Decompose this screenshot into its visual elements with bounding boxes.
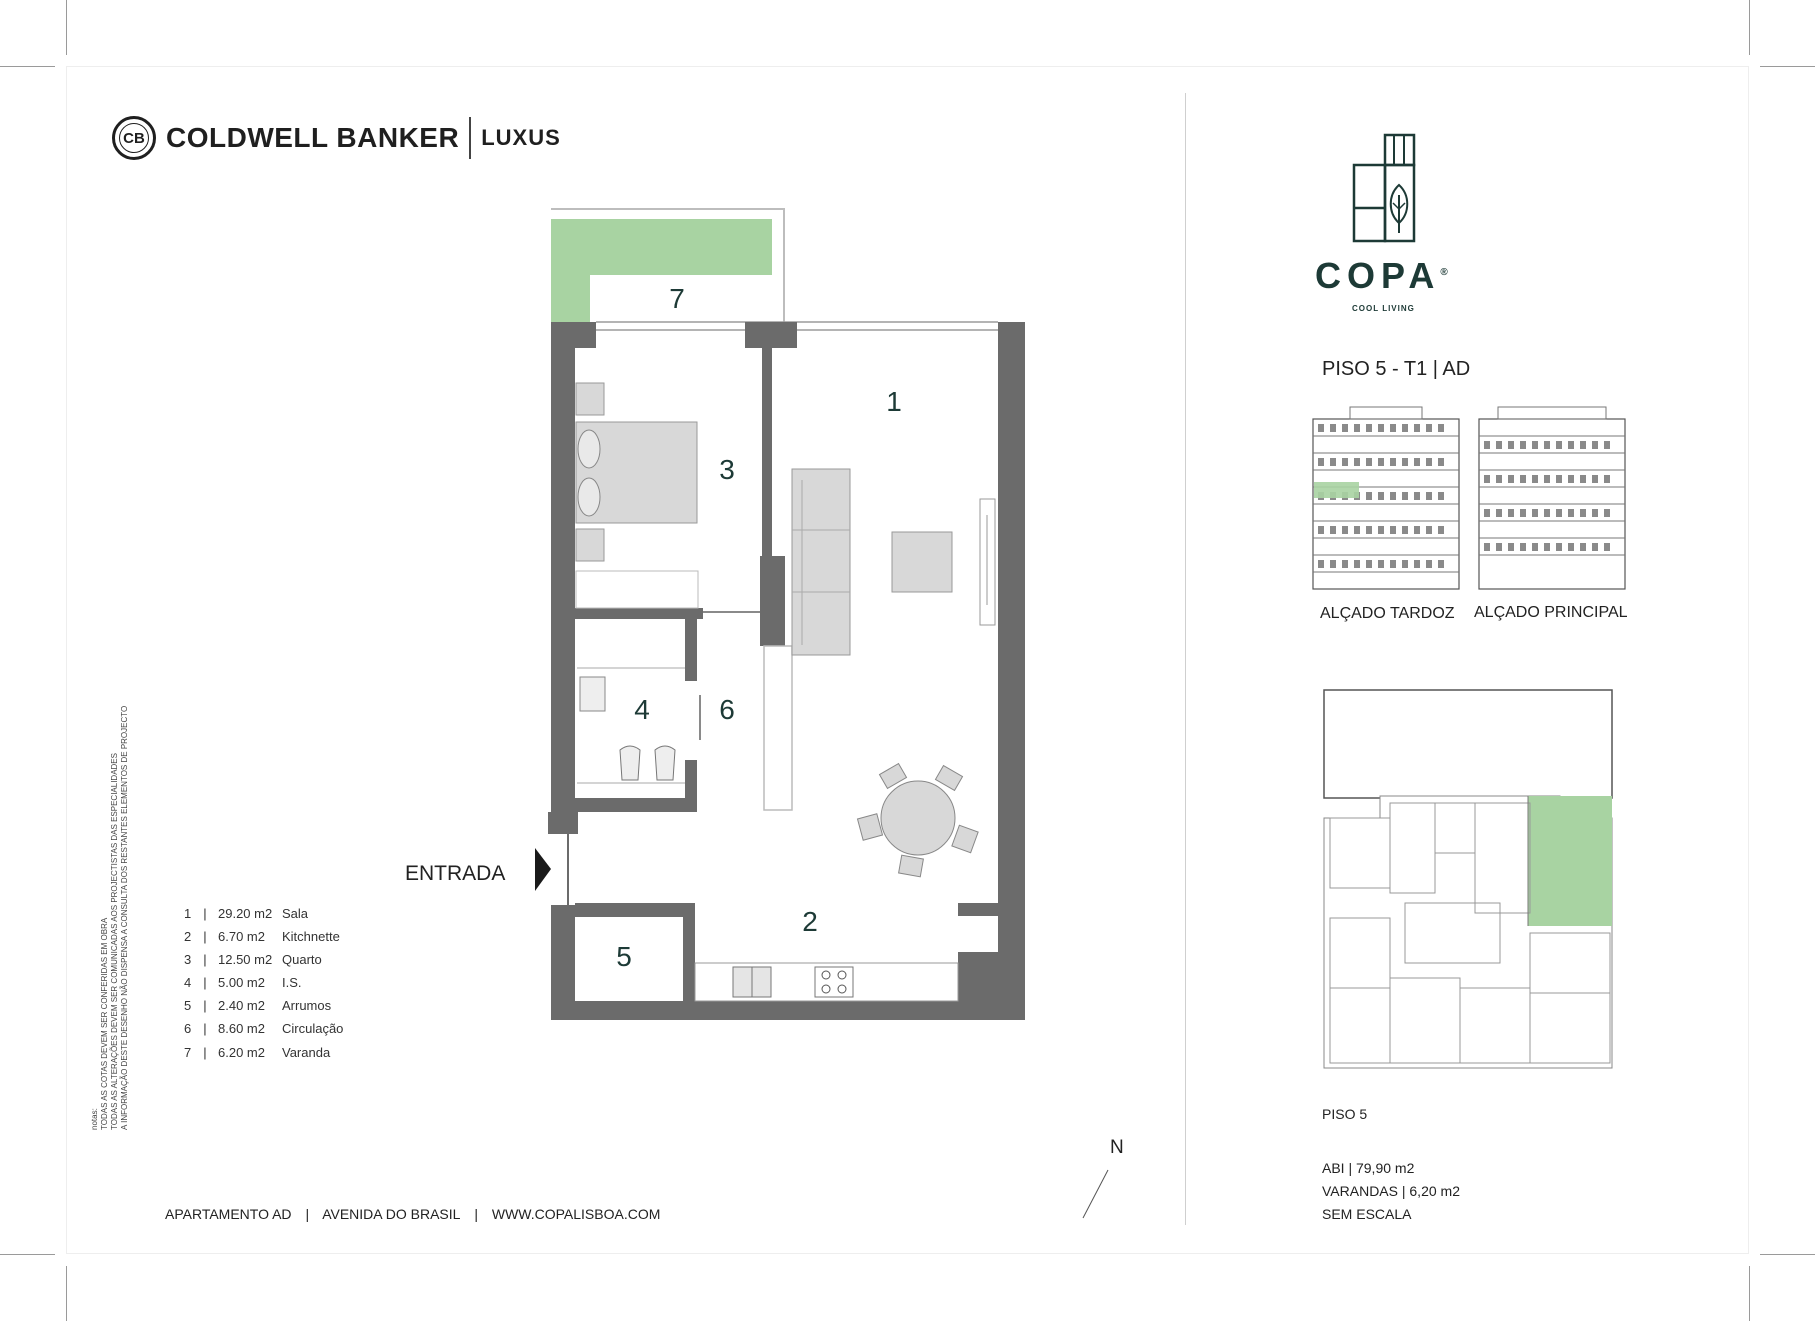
- notes-line: TODAS AS ALTERAÇÕES DEVEM SER COMUNICADAS AOS PROJECTISTAS DAS ESPECIALIDADES: [110, 753, 119, 1130]
- wall: [575, 608, 703, 619]
- brand-seal: CB: [112, 116, 156, 160]
- wall: [683, 903, 695, 1001]
- chair: [857, 814, 882, 840]
- legend-number: 1: [184, 906, 192, 921]
- footer-separator: |: [305, 1206, 310, 1222]
- partition: [764, 646, 792, 810]
- footer-website: WWW.COPALISBOA.COM: [491, 1206, 661, 1222]
- sofa: [792, 469, 850, 655]
- room-number-5: 5: [616, 941, 632, 972]
- copa-word: COPA: [1315, 255, 1441, 296]
- crop-mark: [1760, 1254, 1815, 1255]
- dining-table: [881, 781, 955, 855]
- legend-row: 5 | 2.40 m2 Arrumos: [184, 998, 332, 1013]
- legend-area: 12.50 m2: [218, 952, 273, 967]
- legend-row: 4 | 5.00 m2 I.S.: [184, 975, 302, 990]
- legend-number: 7: [184, 1045, 192, 1060]
- legend-number: 5: [184, 998, 192, 1013]
- legend-area: 6.70 m2: [218, 929, 265, 944]
- nightstand: [576, 529, 604, 561]
- bidet: [655, 746, 675, 780]
- wardrobe: [576, 571, 698, 608]
- legend-name: Arrumos: [282, 998, 332, 1013]
- crop-mark: [1760, 66, 1815, 67]
- pillow: [578, 478, 600, 516]
- wall: [575, 903, 695, 917]
- wall: [958, 952, 1000, 1007]
- north-label: N: [1110, 1137, 1124, 1158]
- legend-number: 4: [184, 975, 192, 990]
- footer-street: AVENIDA DO BRASIL: [322, 1206, 461, 1222]
- wall: [745, 322, 797, 348]
- legend-area: 5.00 m2: [218, 975, 265, 990]
- wall: [958, 903, 1000, 916]
- crop-mark: [1749, 1266, 1750, 1321]
- front-elevation-drawing: [1478, 405, 1630, 591]
- legend-row: 1 | 29.20 m2 Sala: [184, 906, 309, 921]
- legend-area: 6.20 m2: [218, 1045, 265, 1060]
- floor-key-plan: [1320, 688, 1615, 1084]
- cooktop: [815, 967, 853, 997]
- rear-elevation-drawing: [1312, 405, 1464, 591]
- chair: [952, 825, 978, 853]
- legend-row: 7 | 6.20 m2 Varanda: [184, 1045, 331, 1060]
- wall: [762, 348, 772, 556]
- legend-number: 3: [184, 952, 192, 967]
- varandas-area: VARANDAS | 6,20 m2: [1322, 1183, 1460, 1199]
- legend-name: Varanda: [282, 1045, 331, 1060]
- washbasin: [580, 677, 605, 711]
- room-number-2: 2: [802, 906, 818, 937]
- abi-area: ABI | 79,90 m2: [1322, 1160, 1415, 1176]
- room-number-4: 4: [634, 694, 650, 725]
- wall: [551, 1001, 1025, 1020]
- wall: [548, 812, 578, 834]
- footer-apartment: APARTAMENTO AD: [165, 1206, 292, 1222]
- toilet: [620, 746, 640, 780]
- legend-row: 3 | 12.50 m2 Quarto: [184, 952, 322, 967]
- brand-name: COLDWELL BANKER: [166, 122, 460, 153]
- wall: [575, 798, 697, 812]
- notes-line: TODAS AS COTAS DEVEM SER CONFERIDAS EM OBRA: [100, 917, 109, 1130]
- legend-row: 6 | 8.60 m2 Circulação: [184, 1021, 344, 1036]
- legend-area: 29.20 m2: [218, 906, 273, 921]
- notes-line: A INFORMAÇÃO DESTE DESENHO NÃO DISPENSA A CONSULTA DOS RESTANTES ELEMENTOS DE PROJECTO: [120, 705, 129, 1130]
- legend-area: 2.40 m2: [218, 998, 265, 1013]
- legend-row: 2 | 6.70 m2 Kitchnette: [184, 929, 340, 944]
- legend-number: 2: [184, 929, 192, 944]
- copa-logo-mark: [1352, 133, 1416, 245]
- column-divider: [1185, 93, 1186, 1225]
- footer: [165, 1206, 670, 1222]
- notes: [90, 706, 130, 1130]
- chair: [935, 766, 962, 791]
- copa-tagline: COOL LIVING: [1352, 304, 1415, 313]
- copa-registered-mark: ®: [1440, 267, 1448, 278]
- entrance-arrow: [535, 848, 551, 891]
- chair: [899, 855, 924, 877]
- copa-wordmark: [1315, 255, 1448, 297]
- pillow: [578, 430, 600, 468]
- north-arrow: [1083, 1170, 1108, 1218]
- legend-name: Sala: [282, 906, 309, 921]
- legend-name: Circulação: [282, 1021, 344, 1036]
- floor-label: PISO 5: [1322, 1106, 1368, 1122]
- footer-separator: |: [474, 1206, 478, 1222]
- wall: [998, 322, 1025, 1020]
- nightstand: [576, 383, 604, 415]
- apartment-highlight: [1528, 796, 1612, 926]
- front-elevation-label: ALÇADO PRINCIPAL: [1474, 604, 1628, 621]
- coffee-table: [892, 532, 952, 592]
- room-number-3: 3: [719, 454, 735, 485]
- crop-mark: [1749, 0, 1750, 55]
- plan-title: PISO 5 - T1 | AD: [1322, 358, 1471, 380]
- scale-note: SEM ESCALA: [1322, 1206, 1412, 1222]
- room-number-6: 6: [719, 694, 735, 725]
- wall: [760, 556, 785, 646]
- legend-area: 8.60 m2: [218, 1021, 265, 1036]
- wall: [685, 619, 697, 681]
- legend-number: 6: [184, 1021, 192, 1036]
- room-number-7: 7: [669, 283, 685, 314]
- brand-sub: LUXUS: [481, 125, 561, 150]
- wall: [551, 322, 575, 814]
- legend-name: I.S.: [282, 975, 302, 990]
- room-number-1: 1: [886, 386, 902, 417]
- rear-elevation-label: ALÇADO TARDOZ: [1320, 605, 1455, 622]
- legend-name: Kitchnette: [282, 929, 340, 944]
- apartment-highlight: [1314, 482, 1359, 498]
- notes-title: notas:: [90, 1108, 99, 1130]
- legend-name: Quarto: [282, 952, 322, 967]
- balcony-planter: [551, 219, 772, 322]
- entrance-label: ENTRADA: [405, 862, 506, 885]
